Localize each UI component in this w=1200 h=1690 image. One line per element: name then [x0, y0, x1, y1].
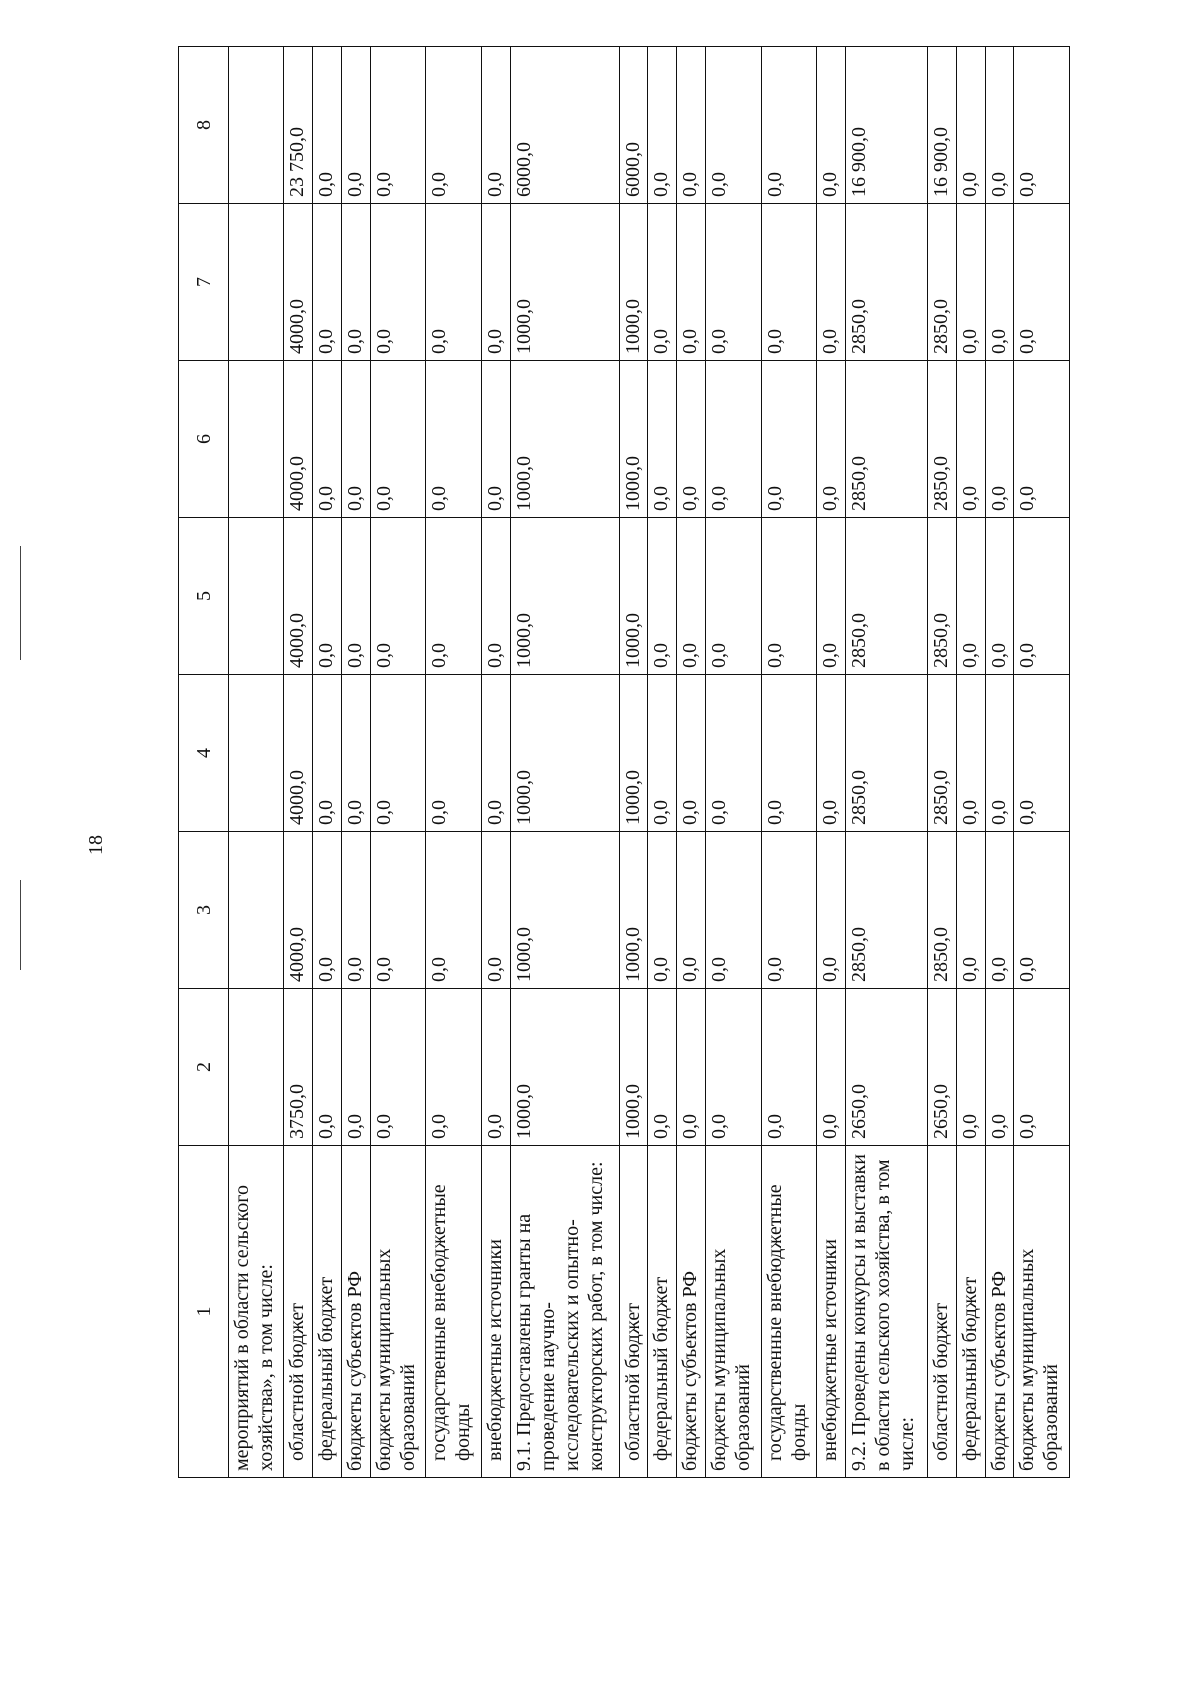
value-cell: 1000,0 [510, 832, 619, 989]
value-cell: 4000,0 [284, 675, 313, 832]
value-cell [229, 989, 284, 1146]
value-cell: 0,0 [313, 204, 342, 361]
table-body [229, 47, 1070, 1478]
value-cell: 6000,0 [510, 47, 619, 204]
value-cell: 0,0 [481, 832, 510, 989]
value-cell: 0,0 [481, 675, 510, 832]
table-row [648, 47, 677, 1478]
row-label: областной бюджет [927, 1146, 956, 1478]
value-cell: 0,0 [1014, 675, 1070, 832]
value-cell: 0,0 [1014, 47, 1070, 204]
value-cell: 2850,0 [845, 204, 927, 361]
table-row [927, 47, 956, 1478]
row-label: бюджеты субъектов РФ [677, 1146, 706, 1478]
value-cell: 0,0 [648, 675, 677, 832]
table-row [677, 47, 706, 1478]
value-cell: 0,0 [985, 989, 1014, 1146]
value-cell: 0,0 [816, 989, 845, 1146]
value-cell: 1000,0 [619, 361, 648, 518]
value-cell: 0,0 [956, 832, 985, 989]
table-row [229, 47, 284, 1478]
value-cell: 2850,0 [927, 518, 956, 675]
value-cell: 0,0 [481, 361, 510, 518]
row-label: областной бюджет [284, 1146, 313, 1478]
value-cell: 6000,0 [619, 47, 648, 204]
value-cell: 0,0 [481, 518, 510, 675]
value-cell: 2850,0 [845, 675, 927, 832]
value-cell: 0,0 [426, 675, 481, 832]
value-cell: 0,0 [371, 518, 426, 675]
value-cell: 0,0 [956, 204, 985, 361]
value-cell: 2850,0 [927, 204, 956, 361]
value-cell: 0,0 [706, 675, 761, 832]
value-cell: 0,0 [677, 675, 706, 832]
rotated-table-wrapper [178, 46, 1070, 1478]
value-cell: 0,0 [481, 989, 510, 1146]
page-number: 18 [85, 835, 107, 855]
value-cell: 0,0 [342, 47, 371, 204]
value-cell: 0,0 [985, 361, 1014, 518]
table-row [761, 47, 816, 1478]
value-cell: 1000,0 [619, 989, 648, 1146]
column-header: 6 [179, 361, 229, 518]
value-cell: 0,0 [313, 518, 342, 675]
value-cell: 0,0 [706, 518, 761, 675]
row-label: областной бюджет [619, 1146, 648, 1478]
value-cell: 1000,0 [510, 518, 619, 675]
value-cell: 0,0 [677, 989, 706, 1146]
value-cell: 0,0 [816, 832, 845, 989]
row-label: государственные внебюджетные фонды [761, 1146, 816, 1478]
table-row [706, 47, 761, 1478]
value-cell: 0,0 [956, 518, 985, 675]
value-cell: 0,0 [648, 361, 677, 518]
value-cell: 0,0 [816, 361, 845, 518]
value-cell: 0,0 [371, 47, 426, 204]
value-cell: 0,0 [426, 989, 481, 1146]
value-cell: 0,0 [1014, 518, 1070, 675]
table-row [985, 47, 1014, 1478]
value-cell: 0,0 [816, 675, 845, 832]
value-cell: 0,0 [985, 518, 1014, 675]
value-cell: 16 900,0 [845, 47, 927, 204]
value-cell: 0,0 [677, 518, 706, 675]
value-cell: 0,0 [426, 361, 481, 518]
value-cell: 4000,0 [284, 204, 313, 361]
value-cell: 0,0 [816, 204, 845, 361]
value-cell: 3750,0 [284, 989, 313, 1146]
value-cell: 16 900,0 [927, 47, 956, 204]
value-cell: 0,0 [706, 47, 761, 204]
table-row [481, 47, 510, 1478]
value-cell: 0,0 [342, 832, 371, 989]
row-label: федеральный бюджет [648, 1146, 677, 1478]
row-label: государственные внебюджетные фонды [426, 1146, 481, 1478]
table-row [284, 47, 313, 1478]
value-cell: 0,0 [371, 832, 426, 989]
value-cell: 1000,0 [510, 361, 619, 518]
value-cell: 2650,0 [845, 989, 927, 1146]
value-cell: 4000,0 [284, 832, 313, 989]
value-cell: 0,0 [1014, 832, 1070, 989]
value-cell: 0,0 [371, 361, 426, 518]
value-cell: 0,0 [371, 675, 426, 832]
value-cell: 0,0 [677, 47, 706, 204]
value-cell [229, 832, 284, 989]
value-cell: 0,0 [985, 204, 1014, 361]
value-cell: 0,0 [648, 832, 677, 989]
value-cell: 0,0 [677, 361, 706, 518]
row-label: бюджеты субъектов РФ [985, 1146, 1014, 1478]
value-cell: 1000,0 [510, 989, 619, 1146]
row-label: внебюджетные источники [816, 1146, 845, 1478]
value-cell: 2850,0 [845, 518, 927, 675]
value-cell: 0,0 [313, 832, 342, 989]
value-cell: 0,0 [313, 989, 342, 1146]
value-cell: 0,0 [342, 989, 371, 1146]
row-label: внебюджетные источники [481, 1146, 510, 1478]
value-cell: 0,0 [371, 989, 426, 1146]
column-header: 3 [179, 832, 229, 989]
row-label: федеральный бюджет [313, 1146, 342, 1478]
value-cell: 0,0 [426, 204, 481, 361]
value-cell: 0,0 [648, 204, 677, 361]
value-cell: 0,0 [426, 832, 481, 989]
value-cell: 0,0 [342, 361, 371, 518]
value-cell: 0,0 [816, 47, 845, 204]
table-row [845, 47, 927, 1478]
value-cell: 0,0 [342, 204, 371, 361]
value-cell: 1000,0 [619, 832, 648, 989]
value-cell: 0,0 [816, 518, 845, 675]
column-header: 4 [179, 675, 229, 832]
value-cell: 0,0 [677, 832, 706, 989]
budget-table [178, 46, 1070, 1478]
value-cell [229, 204, 284, 361]
value-cell: 0,0 [1014, 989, 1070, 1146]
header-row [179, 47, 229, 1478]
value-cell: 0,0 [648, 518, 677, 675]
value-cell: 0,0 [956, 47, 985, 204]
value-cell: 0,0 [481, 204, 510, 361]
value-cell: 4000,0 [284, 361, 313, 518]
column-header: 8 [179, 47, 229, 204]
row-label: бюджеты муниципальных образований [706, 1146, 761, 1478]
table-row [1014, 47, 1070, 1478]
table-row [313, 47, 342, 1478]
value-cell: 2850,0 [927, 675, 956, 832]
value-cell: 2650,0 [927, 989, 956, 1146]
table-row [956, 47, 985, 1478]
value-cell: 0,0 [985, 47, 1014, 204]
value-cell: 1000,0 [510, 204, 619, 361]
value-cell: 0,0 [313, 675, 342, 832]
value-cell: 0,0 [761, 204, 816, 361]
table-row [510, 47, 619, 1478]
value-cell: 0,0 [677, 204, 706, 361]
column-header: 7 [179, 204, 229, 361]
value-cell: 1000,0 [619, 204, 648, 361]
value-cell: 0,0 [1014, 204, 1070, 361]
value-cell: 1000,0 [510, 675, 619, 832]
scan-margin-line-lower [20, 880, 21, 970]
row-label: мероприятий в области сельского хозяйства», в том числе: [229, 1146, 284, 1478]
value-cell: 0,0 [761, 47, 816, 204]
value-cell: 0,0 [1014, 361, 1070, 518]
value-cell: 0,0 [761, 361, 816, 518]
value-cell: 0,0 [761, 518, 816, 675]
value-cell: 0,0 [985, 675, 1014, 832]
value-cell: 0,0 [706, 361, 761, 518]
value-cell: 0,0 [761, 989, 816, 1146]
value-cell: 0,0 [956, 989, 985, 1146]
value-cell: 23 750,0 [284, 47, 313, 204]
row-label: бюджеты муниципальных образований [1014, 1146, 1070, 1478]
scan-margin-line-upper [20, 546, 21, 660]
value-cell: 1000,0 [619, 518, 648, 675]
value-cell: 0,0 [706, 989, 761, 1146]
table-row [619, 47, 648, 1478]
value-cell [229, 47, 284, 204]
value-cell: 0,0 [426, 518, 481, 675]
value-cell: 0,0 [481, 47, 510, 204]
value-cell: 0,0 [706, 832, 761, 989]
value-cell: 0,0 [342, 675, 371, 832]
value-cell: 0,0 [648, 989, 677, 1146]
row-label: 9.2. Проведены конкурсы и выставки в области сельского хозяйства, в том числе: [845, 1146, 927, 1478]
column-header: 5 [179, 518, 229, 675]
value-cell: 0,0 [985, 832, 1014, 989]
table-row [342, 47, 371, 1478]
value-cell [229, 675, 284, 832]
value-cell: 0,0 [761, 832, 816, 989]
column-header: 2 [179, 989, 229, 1146]
value-cell: 0,0 [342, 518, 371, 675]
value-cell: 0,0 [371, 204, 426, 361]
value-cell: 2850,0 [845, 832, 927, 989]
value-cell: 0,0 [648, 47, 677, 204]
value-cell: 1000,0 [619, 675, 648, 832]
row-label: 9.1. Предоставлены гранты на проведение научно-исследовательских и опытно-конструкторских работ, в том числе: [510, 1146, 619, 1478]
value-cell: 2850,0 [927, 832, 956, 989]
value-cell: 2850,0 [927, 361, 956, 518]
value-cell: 4000,0 [284, 518, 313, 675]
value-cell [229, 518, 284, 675]
value-cell: 0,0 [706, 204, 761, 361]
value-cell: 0,0 [313, 361, 342, 518]
value-cell: 0,0 [313, 47, 342, 204]
table-row [371, 47, 426, 1478]
value-cell: 0,0 [956, 361, 985, 518]
value-cell: 0,0 [426, 47, 481, 204]
value-cell: 0,0 [956, 675, 985, 832]
value-cell: 2850,0 [845, 361, 927, 518]
table-row [816, 47, 845, 1478]
table-row [426, 47, 481, 1478]
row-label: федеральный бюджет [956, 1146, 985, 1478]
column-header: 1 [179, 1146, 229, 1478]
row-label: бюджеты субъектов РФ [342, 1146, 371, 1478]
value-cell [229, 361, 284, 518]
row-label: бюджеты муниципальных образований [371, 1146, 426, 1478]
value-cell: 0,0 [761, 675, 816, 832]
